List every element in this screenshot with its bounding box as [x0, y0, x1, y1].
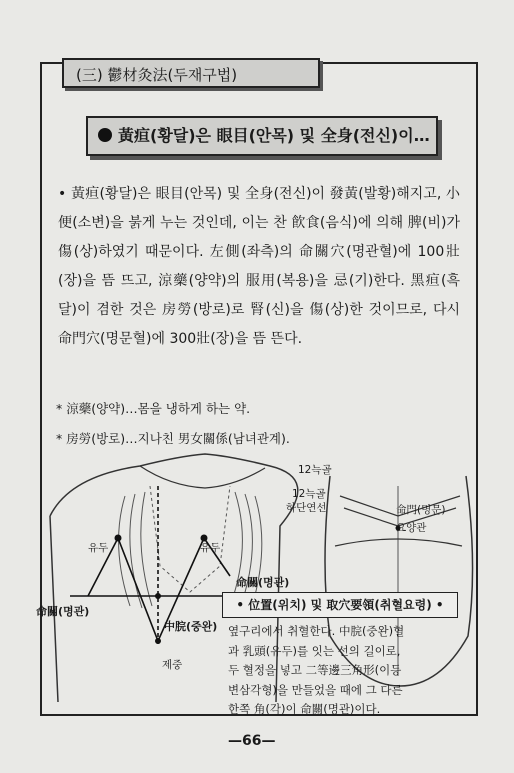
note-item: * 涼藥(양약)…몸을 냉하게 하는 약. — [56, 401, 251, 416]
navel-point — [155, 638, 161, 644]
label-myeongmun: 命門(명문) — [396, 504, 446, 516]
topic-title: 黃疸(황달)은 眼目(안목) 및 全身(전신)이… — [118, 126, 430, 145]
label-jungwan: 中脘(중완) — [164, 620, 218, 633]
figure-caption: • 位置(위치) 및 取穴要領(취혈요령) • — [222, 592, 458, 618]
label-nipple-right: 유두 — [200, 542, 221, 554]
page-number: —66— — [228, 733, 276, 749]
label-nipple-left: 유두 — [88, 542, 109, 554]
figure-description — [228, 622, 464, 720]
label-myeonggwan-left: 命關(명관) — [36, 605, 90, 618]
description-line: 과 乳頭(유두)를 잇는 선의 길이로, — [228, 643, 401, 658]
body-text — [58, 180, 460, 354]
description-line: 한쪽 角(각)이 命關(명관)이다. — [228, 702, 381, 716]
notes — [56, 394, 456, 454]
label-myeonggwan-right: 命關(명관) — [236, 576, 290, 589]
bullet-icon — [98, 128, 112, 142]
label-rib12-bottom: 12늑골 — [292, 488, 326, 500]
note-item: * 房勞(방로)…지나친 男女關係(남녀관계). — [56, 431, 290, 446]
description-line: 두 혈정을 넣고 二等邊三角形(이등 — [228, 663, 402, 677]
section-title: (三) 鬱材灸法(두재구법) — [62, 58, 320, 88]
body-paragraph: • 黃疸(황달)은 眼目(안목) 및 全身(전신)이 發黃(발황)해지고, 小便(소변)을 붉게 누는 것인데, 이는 찬 飮食(음식)에 의해 脾(비)가 傷(상)하였기 때문이다. 左側(좌측)의 命關穴(명관혈)에 100壯(장)을 뜸 뜨고, 涼藥(양약)의 服用(복용)을 忌(기)한다. 黑疸(흑달)이 겸한 것은 房勞(방로)로 腎(신)을 傷(상)한 것이므로, 다시 命門穴(명문혈)에 300壯(장)을 뜸 뜬다. — [58, 186, 460, 347]
label-yoyang: 요양관 — [396, 522, 427, 534]
topic-heading — [86, 116, 438, 156]
label-hadan: 하단연선 — [286, 502, 327, 514]
label-rib12-top: 12늑골 — [298, 464, 332, 476]
label-jeje: 제중 — [162, 659, 183, 671]
description-line: 변삼각형)을 만들었을 때에 그 다른 — [228, 682, 403, 697]
nipple-point-left — [115, 535, 122, 542]
center-point — [155, 593, 161, 599]
neck-outline — [140, 466, 265, 488]
description-line: 옆구리에서 취혈한다. 中脘(중완)혈 — [228, 624, 405, 638]
